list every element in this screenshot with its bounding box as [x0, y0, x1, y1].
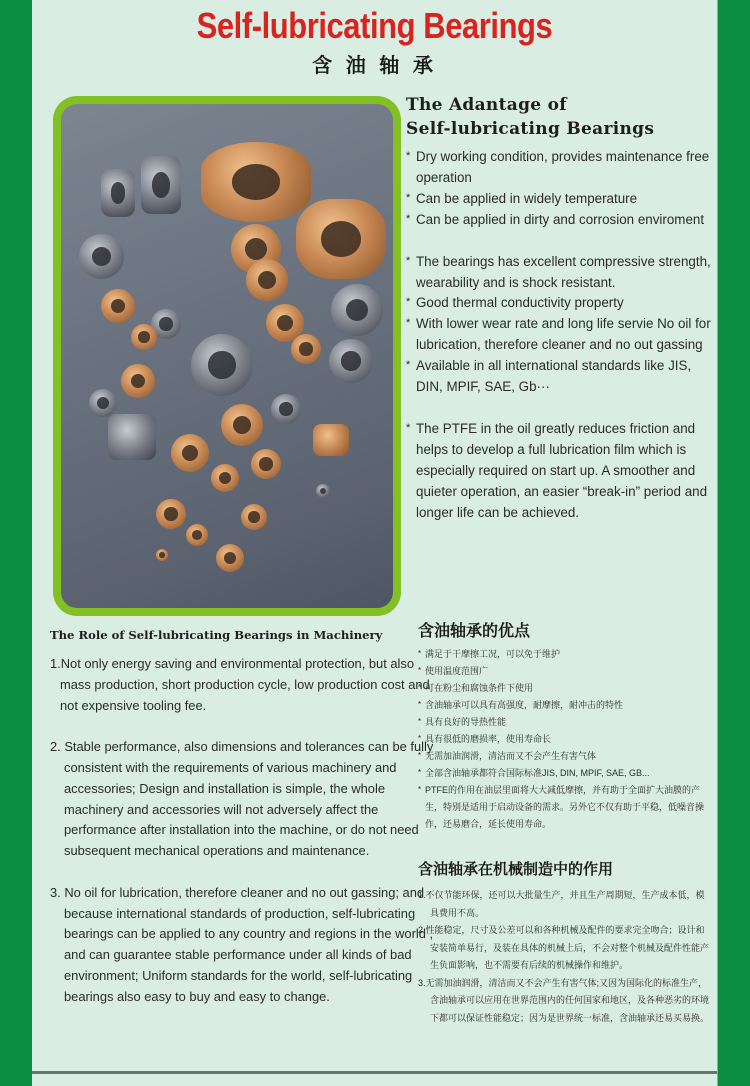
bottom-divider [32, 1071, 717, 1074]
list-item: * Available in all international standards like JIS, DIN, MPIF, SAE, Gb··· [406, 356, 716, 398]
list-item: * 具有良好的导热性能 [418, 714, 710, 731]
list-item: * 全部含油轴承都符合国际标准JIS, DIN, MPIF, SAE, GB... [418, 765, 710, 782]
cn-advantages-heading: 含油轴承的优点 [418, 621, 531, 640]
cn-role-list [418, 887, 710, 1027]
list-item: * With lower wear rate and long life servie No oil for lubrication, therefore cleaner and no out gassing [406, 314, 716, 356]
list-item: * Dry working condition, provides maintenance free operation [406, 147, 716, 189]
list-item: * PTFE的作用在油层里面将大大减低摩擦，并有助于全面扩大油膜的产生，特别是适用于启动设备的需求。另外它不仅有助于平稳，低噪音操作，还易磨合，延长使用寿命。 [418, 782, 710, 833]
list-item: * 使用温度范围广 [418, 663, 710, 680]
list-item: * The bearings has excellent compressive strength, wearability and is shock resistant. [406, 252, 716, 294]
list-item: * 满足于干摩擦工况，可以免于维护 [418, 646, 710, 663]
list-item: 1.Not only energy saving and environmental protection, but also mass production, short production cycle, low production cost and not expensive tooling fee. [50, 656, 430, 713]
role-heading: The Role of Self-lubricating Bearings in Machinery [50, 628, 383, 642]
cn-advantages-list [418, 646, 710, 833]
product-photo-frame [53, 96, 401, 616]
list-item: * Good thermal conductivity property [406, 293, 716, 314]
right-green-stripe [717, 0, 750, 1086]
brochure-page [32, 0, 717, 1071]
list-item: 2. Stable performance, also dimensions and tolerances can be fully consistent with the requirements of various machinery and accessories; Design and installation is simple, the whole machinery and accessories will not adversely affect the performance after installation into the machine, or do not need subsequent mechanical operations and maintenance. [50, 739, 434, 859]
list-item: 3. No oil for lubrication, therefore cleaner and no out gassing; and because international standards of production, self-lubricating bearings can be applied to any country and regions in the world , and can guarantee stable performance under all kinds of bad environment; Uniform standards for the world, self-lubricating bearings also easy to buy and easy to change. [50, 884, 434, 1004]
advantages-list [406, 147, 716, 524]
page-title: Self-lubricating Bearings [196, 5, 553, 46]
list-item: * Can be applied in dirty and corrosion enviroment [406, 210, 716, 231]
list-item: 1.不仅节能环保，还可以大批量生产，并且生产周期短，生产成本低，模具费用不高。 [418, 890, 705, 918]
list-item: 3.无需加油润滑，清洁而又不会产生有害气体;又因为国际化的标准生产，含油轴承可以应用在世界范围内的任何国家和地区，及各种恶劣的环境下都可以保证性能稳定；因为是世界统一标准，含油轴承还易买易换。 [418, 977, 710, 1023]
list-item: * Can be applied in widely temperature [406, 189, 716, 210]
advantages-heading: The Adantage of Self-lubricating Bearings [406, 95, 655, 139]
page-subtitle-cn: 含 油 轴 承 [312, 55, 437, 77]
list-item: 2.性能稳定，尺寸及公差可以和各种机械及配件的要求完全吻合；设计和安装简单易行，及装在具体的机械上后，不会对整个机械及配件性能产生负面影响，也不需要有后续的机械操作和维护。 [418, 925, 710, 970]
cn-role-heading: 含油轴承在机械制造中的作用 [418, 860, 614, 878]
role-list [50, 654, 435, 1028]
list-item: * 可在粉尘和腐蚀条件下使用 [418, 680, 710, 697]
list-item: * 无需加油润滑，清洁而又不会产生有害气体 [418, 748, 710, 765]
list-item: * The PTFE in the oil greatly reduces friction and helps to develop a full lubrication film which is especially required on start up. A smoother and quieter operation, an easier “break-in” period and longer life can be achieved. [406, 419, 716, 524]
list-item: * 具有很低的磨损率，使用寿命长 [418, 731, 710, 748]
left-green-stripe [0, 0, 32, 1086]
list-item: * 含油轴承可以具有高强度，耐摩擦，耐冲击的特性 [418, 697, 710, 714]
bearings-photo [61, 104, 393, 608]
